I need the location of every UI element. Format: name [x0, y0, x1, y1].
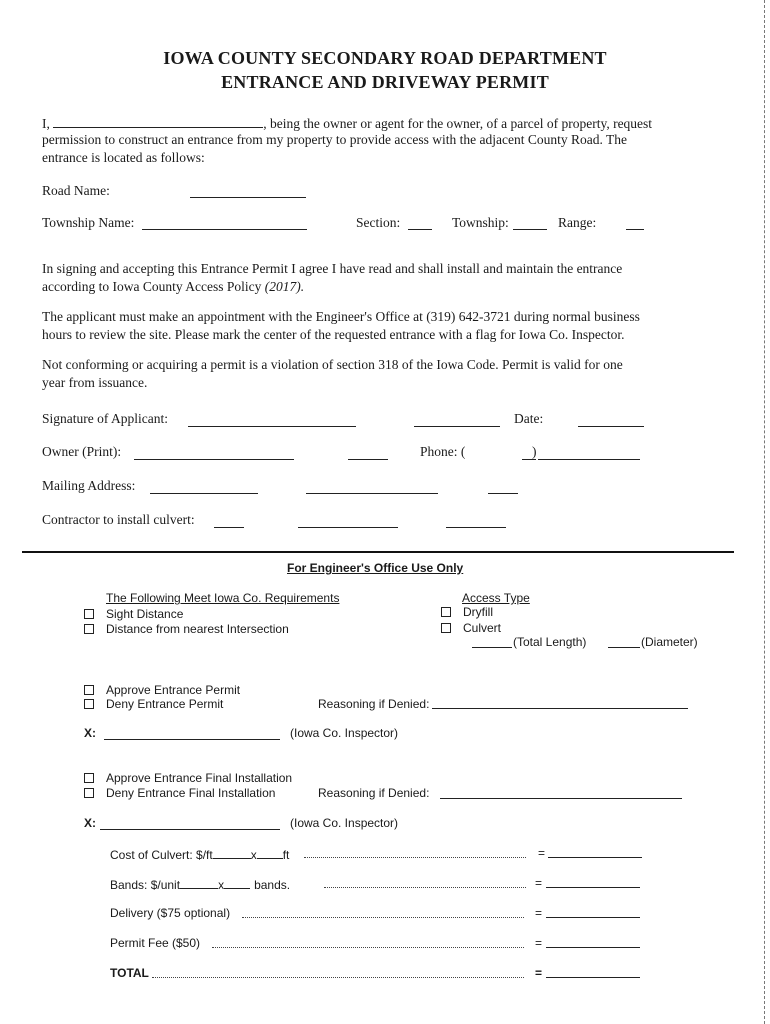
owner-print-field[interactable] — [134, 459, 294, 460]
cost-culvert-rate-field[interactable] — [213, 846, 251, 859]
road-name-label: Road Name: — [42, 183, 110, 198]
cost-delivery-equals: = — [535, 906, 543, 920]
cost-bands-label: Bands: $/unit — [110, 878, 181, 892]
cost-culvert-label: Cost of Culvert: $/ft — [110, 848, 213, 862]
township-field[interactable] — [513, 229, 547, 230]
reasoning-field-final[interactable] — [440, 798, 682, 799]
cost-permit-fee-leader — [212, 947, 524, 948]
contractor-extra-field[interactable] — [298, 527, 398, 528]
date-field[interactable] — [578, 426, 644, 427]
checkbox-icon[interactable] — [84, 624, 94, 634]
agreement-line-1: In signing and accepting this Entrance Permit I agree I have read and shall install and maintain the entrance — [42, 261, 623, 276]
cost-culvert-row — [110, 846, 289, 862]
page-edge-divider — [764, 0, 765, 1024]
phone-label: Phone: ( — [420, 444, 466, 459]
township-name-field[interactable] — [142, 229, 307, 230]
cost-delivery-leader — [242, 917, 524, 918]
phone-close-paren: ) — [532, 444, 537, 459]
access-item-culvert[interactable] — [441, 621, 501, 635]
phone-number-field[interactable] — [538, 459, 640, 460]
deny-permit-option[interactable] — [84, 697, 223, 711]
contractor-phone-field[interactable] — [446, 527, 506, 528]
contractor-label: Contractor to install culvert: — [42, 512, 195, 527]
access-item-dryfill[interactable] — [441, 605, 493, 619]
intro-line-2: permission to construct an entrance from my property to provide access with the adjacent County Road. The — [42, 132, 627, 147]
cost-bands-rate-field[interactable] — [180, 876, 218, 889]
permit-option-label: Deny Entrance Permit — [106, 697, 224, 711]
inspector-signature-permit[interactable] — [104, 739, 280, 740]
road-name-field[interactable] — [190, 197, 306, 198]
inspector-signature-final[interactable] — [100, 829, 280, 830]
x-label-final: X: — [84, 816, 96, 830]
intro-i-label: I, — [42, 116, 50, 131]
final-option-label: Deny Entrance Final Installation — [106, 786, 276, 800]
cost-total-field[interactable] — [546, 977, 640, 978]
cost-bands-times: x — [218, 878, 225, 892]
cost-culvert-total-field[interactable] — [548, 857, 642, 858]
req-item-label: Distance from nearest Intersection — [106, 622, 289, 636]
x-label-permit: X: — [84, 726, 96, 740]
inspector-label-final: (Iowa Co. Inspector) — [290, 816, 399, 830]
cost-bands-row — [110, 876, 290, 892]
cost-permit-fee-field[interactable] — [546, 947, 640, 948]
checkbox-icon[interactable] — [84, 609, 94, 619]
signature-field[interactable] — [188, 426, 356, 427]
owner-name-field[interactable] — [53, 115, 263, 128]
cost-total-equals: = — [535, 966, 543, 980]
permit-option-label: Approve Entrance Permit — [106, 683, 241, 697]
violation-line-2: year from issuance. — [42, 375, 148, 390]
cost-total-leader — [152, 977, 524, 978]
cost-culvert-times: x — [250, 848, 257, 862]
checkbox-icon[interactable] — [441, 607, 451, 617]
range-label: Range: — [558, 215, 597, 230]
requirements-heading: The Following Meet Iowa Co. Requirements — [106, 591, 340, 605]
cost-bands-count-field[interactable] — [224, 876, 250, 889]
checkbox-icon[interactable] — [84, 685, 94, 695]
section-label: Section: — [356, 215, 401, 230]
total-length-label: (Total Length) — [513, 635, 587, 649]
contractor-field[interactable] — [214, 527, 244, 528]
cost-delivery-label: Delivery ($75 optional) — [110, 906, 231, 920]
access-type-heading: Access Type — [462, 591, 530, 605]
township-name-label: Township Name: — [42, 215, 135, 230]
req-item-intersection-distance[interactable] — [84, 622, 289, 636]
checkbox-icon[interactable] — [84, 773, 94, 783]
approve-permit-option[interactable] — [84, 683, 240, 697]
appointment-line-2: hours to review the site. Please mark the center of the requested entrance with a flag for Iowa Co. Inspector. — [42, 327, 625, 342]
intro-line-1 — [42, 115, 652, 132]
cost-bands-total-field[interactable] — [546, 887, 640, 888]
form-title: IOWA COUNTY SECONDARY ROAD DEPARTMENT — [163, 48, 607, 68]
access-item-label: Culvert — [463, 621, 502, 635]
total-length-field[interactable] — [472, 647, 512, 648]
agreement-policy-year: (2017). — [264, 279, 305, 294]
checkbox-icon[interactable] — [441, 623, 451, 633]
date-label: Date: — [514, 411, 544, 426]
mailing-address-field[interactable] — [150, 493, 258, 494]
owner-print-extra-field[interactable] — [348, 459, 388, 460]
township-label: Township: — [452, 215, 509, 230]
access-item-label: Dryfill — [463, 605, 493, 619]
section-field[interactable] — [408, 229, 432, 230]
cost-culvert-ft: ft — [282, 848, 290, 862]
signature-label: Signature of Applicant: — [42, 411, 168, 426]
approve-final-option[interactable] — [84, 771, 292, 785]
cost-bands-word: bands. — [254, 878, 291, 892]
range-field[interactable] — [626, 229, 644, 230]
reasoning-label-permit: Reasoning if Denied: — [318, 697, 430, 711]
final-option-label: Approve Entrance Final Installation — [106, 771, 293, 785]
reasoning-field-permit[interactable] — [432, 708, 688, 709]
office-use-heading: For Engineer's Office Use Only — [287, 561, 464, 575]
reasoning-label-final: Reasoning if Denied: — [318, 786, 430, 800]
cost-delivery-field[interactable] — [546, 917, 640, 918]
req-item-sight-distance[interactable] — [84, 607, 183, 621]
deny-final-option[interactable] — [84, 786, 275, 800]
cost-bands-equals: = — [535, 876, 543, 890]
intro-line-3: entrance is located as follows: — [42, 150, 205, 165]
diameter-field[interactable] — [608, 647, 640, 648]
form-subtitle: ENTRANCE AND DRIVEWAY PERMIT — [221, 72, 549, 92]
section-divider — [22, 551, 734, 553]
cost-culvert-leader — [304, 857, 526, 858]
violation-line-1: Not conforming or acquiring a permit is a violation of section 318 of the Iowa Code. Permit is valid for one — [42, 357, 623, 372]
owner-print-label: Owner (Print): — [42, 444, 122, 459]
mailing-address-label: Mailing Address: — [42, 478, 136, 493]
cost-bands-leader — [324, 887, 526, 888]
checkbox-icon[interactable] — [84, 788, 94, 798]
mailing-city-field[interactable] — [306, 493, 438, 494]
cost-total-label: TOTAL — [110, 966, 149, 980]
cost-culvert-length-field[interactable] — [257, 846, 283, 859]
agreement-line-2 — [42, 279, 304, 295]
inspector-label-permit: (Iowa Co. Inspector) — [290, 726, 399, 740]
agreement-policy-text: according to Iowa County Access Policy — [42, 279, 265, 294]
signature-extra-field[interactable] — [414, 426, 500, 427]
appointment-line-1: The applicant must make an appointment with the Engineer's Office at (319) 642-3721 during normal business — [42, 309, 640, 324]
cost-permit-fee-equals: = — [535, 936, 543, 950]
cost-culvert-equals: = — [538, 846, 546, 860]
diameter-label: (Diameter) — [641, 635, 698, 649]
intro-text-1: , being the owner or agent for the owner, of a parcel of property, request — [263, 116, 653, 131]
cost-permit-fee-label: Permit Fee ($50) — [110, 936, 201, 950]
checkbox-icon[interactable] — [84, 699, 94, 709]
mailing-zip-field[interactable] — [488, 493, 518, 494]
req-item-label: Sight Distance — [106, 607, 184, 621]
